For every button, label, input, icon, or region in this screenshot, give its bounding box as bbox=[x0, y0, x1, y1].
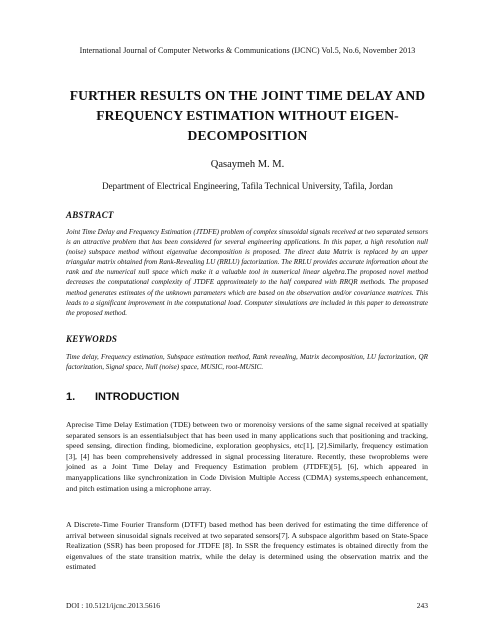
footer-doi: DOI : 10.5121/ijcnc.2013.5616 bbox=[66, 601, 160, 610]
section-number: 1. bbox=[66, 391, 76, 403]
intro-paragraph-2: A Discrete-Time Fourier Transform (DTFT) based method has been derived for estimating the time difference of arrival between sinusoidal signals received at two separated sensors[7]. A subspace algorithm based on State-Space Realization (SSR) has been proposed for JTDFE [8]. In SSR the frequency estimates is obtained directly from the eigenvalues of the state transition matrix, while the delay is determined using the observation matrix and the estimated bbox=[66, 520, 428, 572]
introduction-heading bbox=[66, 391, 179, 403]
paper-title bbox=[40, 86, 455, 146]
title-line-1: FURTHER RESULTS ON THE JOINT TIME DELAY AND bbox=[69, 88, 426, 103]
abstract-text: Joint Time Delay and Frequency Estimation (JTDFE) problem of complex sinusoidal signals received at two separated sensors is an attractive problem that has been considered for several engineering applications. In this paper, a high resolution null (noise) subspace method without eigenvalue decomposition is proposed. The direct data Matrix is replaced by an upper triangular matrix obtained from Rank-Revealing LU (RRLU) factorization. The RRLU provides accurate information about the rank and the numerical null space which make it a valuable tool in numerical linear algebra.The proposed novel method decreases the computational complexity of JTDFE approximately to the half compared with RRQR methods. The proposed method generates estimates of the unknown parameters which are based on the observation and/or covariance matrices. This leads to a significant improvement in the computational load. Computer simulations are included in this paper to demonstrate the proposed method. bbox=[66, 228, 428, 317]
abstract-heading: ABSTRACT bbox=[66, 210, 114, 220]
author-name: Qasaymeh M. M. bbox=[210, 159, 285, 170]
page-number: 243 bbox=[416, 601, 428, 610]
title-line-3: DECOMPOSITION bbox=[187, 128, 308, 143]
journal-header: International Journal of Computer Networks & Communications (IJCNC) Vol.5, No.6, November 2013 bbox=[79, 46, 416, 55]
intro-paragraph-1: Aprecise Time Delay Estimation (TDE) between two or morenoisy versions of the same signal received at spatially separated sensors is an essentialsubject that has been used in many applications such that positioning and tracking, speed sensing, direction finding, biomedicine, exploration geophysics, etc[1], [2].Similarly, frequency estimation [3], [4] has been comprehensively addressed in signal processing literature. Recently, these twoproblems were joined as a Joint Time Delay and Frequency Estimation problem (JTDFE)[5], [6], which appeared in manyapplications like synchronization in Code Division Multiple Access (CDMA) systems,speech enhancement, and pitch estimation using a microphone array. bbox=[66, 420, 428, 493]
author-affiliation: Department of Electrical Engineering, Tafila Technical University, Tafila, Jordan bbox=[102, 181, 393, 191]
section-title: INTRODUCTION bbox=[95, 391, 180, 403]
keywords-heading: KEYWORDS bbox=[66, 334, 118, 344]
title-line-2: FREQUENCY ESTIMATION WITHOUT EIGEN- bbox=[96, 108, 399, 123]
keywords-text: Time delay, Frequency estimation, Subspace estimation method, Rank revealing, Matrix decomposition, LU factorization, QR factorization, Signal space, Null (noise) space, MUSIC, root-MUSIC. bbox=[66, 353, 428, 372]
